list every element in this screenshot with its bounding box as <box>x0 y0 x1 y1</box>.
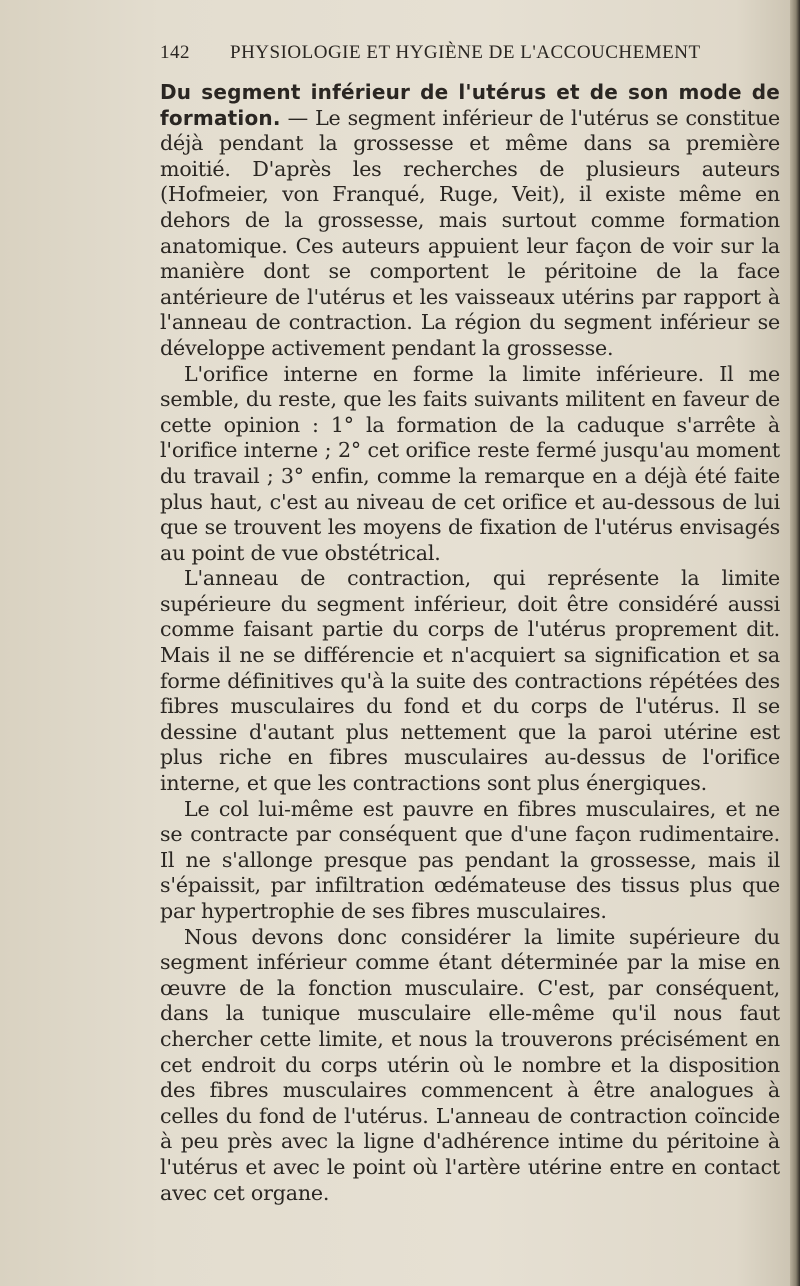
page-edge-shadow <box>790 0 800 1286</box>
paragraph-text: — Le segment inférieur de l'utérus se constitue déjà pendant la grossesse et même dans sa première moitié. D'après les recherches de plusieurs auteurs (Hofmeier, von Franqué, Ruge, Veit), il existe même en dehors de la grossesse, mais surtout comme formation anatomique. Ces auteurs appuient leur façon de voir sur la manière dont se comportent le péritoine de la face antérieure de l'utérus et les vaisseaux utérins par rapport à l'anneau de contraction. La région du segment inférieur se développe activement pendant la grossesse. <box>160 105 780 360</box>
running-header <box>160 42 780 68</box>
paragraph: Nous devons donc considérer la limite supérieure du segment inférieur comme étant déterminée par la mise en œuvre de la fonction musculaire. C'est, par conséquent, dans la tunique musculaire elle-même qu'il nous faut chercher cette limite, et nous la trouverons précisément en cet endroit du corps utérin où le nombre et la disposition des fibres musculaires commencent à être analogues à celles du fond de l'utérus. L'anneau de contraction coïncide à peu près avec la ligne d'adhérence intime du péritoine à l'utérus et avec le point où l'artère utérine entre en contact avec cet organe. <box>160 924 780 1205</box>
paragraph: L'anneau de contraction, qui représente la limite supérieure du segment inférieur, doit être considéré aussi comme faisant partie du corps de l'utérus proprement dit. Mais il ne se différencie et n'acquiert sa signification et sa forme définitives qu'à la suite des contractions répétées des fibres musculaires du fond et du corps de l'utérus. Il se dessine d'autant plus nettement que la paroi utérine est plus riche en fibres musculaires au-dessus de l'orifice interne, et que les contractions sont plus énergiques. <box>160 566 780 796</box>
body-text <box>160 80 780 1206</box>
running-title: PHYSIOLOGIE ET HYGIÈNE DE L'ACCOUCHEMENT <box>230 42 701 63</box>
paragraph <box>160 80 780 362</box>
section-heading: Du segment inférieur de l'utérus et de son mode de formation. <box>160 80 780 130</box>
page-number: 142 <box>160 42 190 63</box>
paragraph: Le col lui-même est pauvre en fibres musculaires, et ne se contracte par conséquent que d'une façon rudimentaire. Il ne s'allonge presque pas pendant la grossesse, mais il s'épaissit, par infiltration œdémateuse des tissus plus que par hypertrophie de ses fibres musculaires. <box>160 796 780 923</box>
paragraph: L'orifice interne en forme la limite inférieure. Il me semble, du reste, que les faits suivants militent en faveur de cette opinion : 1° la formation de la caduque s'arrête à l'orifice interne ; 2° cet orifice reste fermé jusqu'au moment du travail ; 3° enfin, comme la remarque en a déjà été faite plus haut, c'est au niveau de cet orifice et au-dessous de lui que se trouvent les moyens de fixation de l'utérus envisagés au point de vue obstétrical. <box>160 361 780 565</box>
